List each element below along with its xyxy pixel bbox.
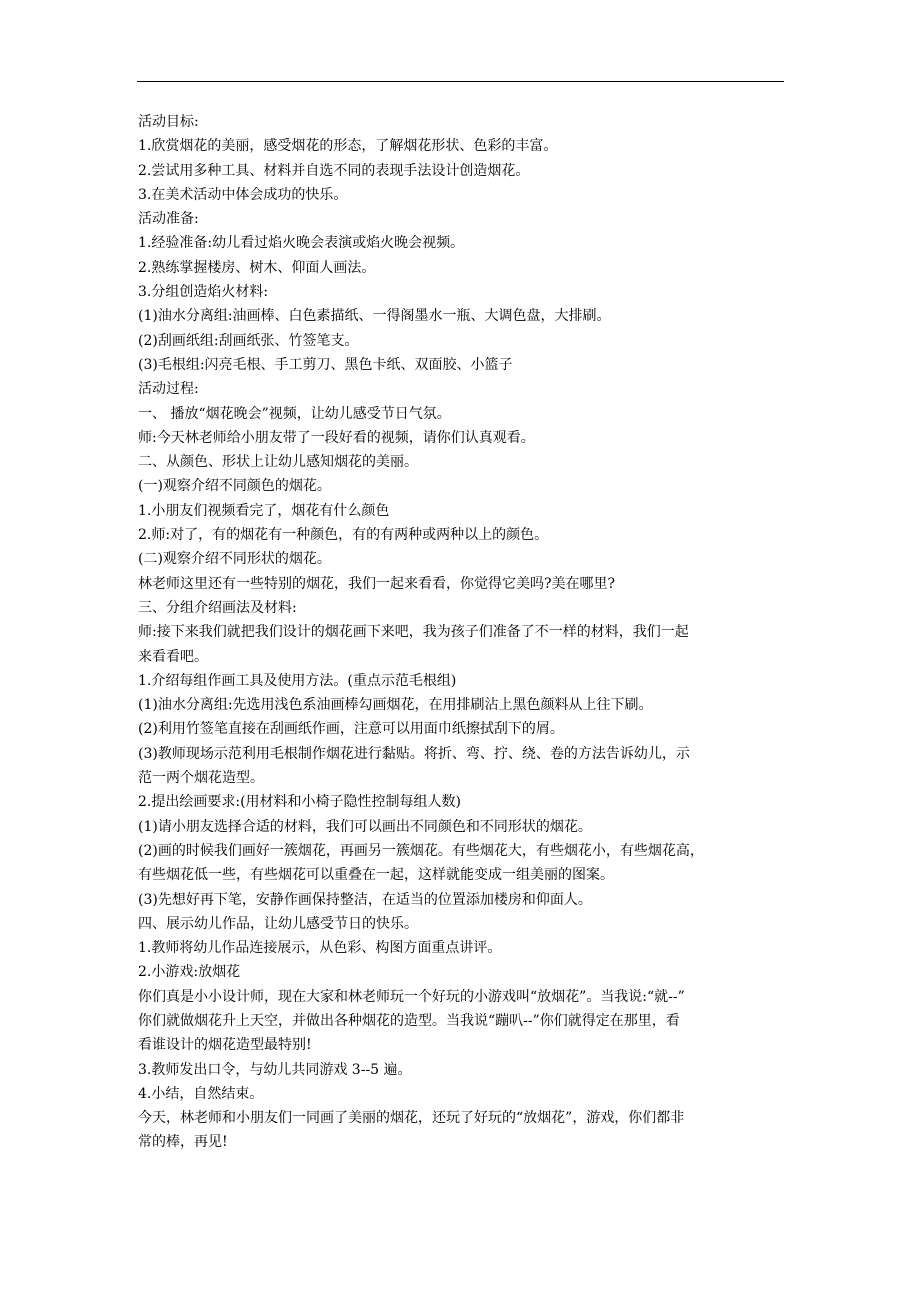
text-line: 2.提出绘画要求:(用材料和小椅子隐性控制每组人数) xyxy=(138,794,461,811)
text-line: 2.熟练掌握楼房、树木、仰面人画法。 xyxy=(138,259,376,276)
text-line: (3)先想好再下笔，安静作画保持整洁，在适当的位置添加楼房和仰面人。 xyxy=(138,891,592,908)
text-line: 来看看吧。 xyxy=(138,648,208,665)
text-line: (3)毛根组:闪亮毛根、手工剪刀、黑色卡纸、双面胶、小篮子 xyxy=(138,356,513,373)
text-line: 二、从颜色、形状上让幼儿感知烟花的美丽。 xyxy=(138,454,418,471)
text-line: 2.尝试用多种工具、材料并自选不同的表现手法设计创造烟花。 xyxy=(138,162,530,179)
text-line: 常的棒，再见! xyxy=(138,1134,228,1151)
text-line: 林老师这里还有一些特别的烟花，我们一起来看看，你觉得它美吗?美在哪里? xyxy=(138,575,616,592)
text-line: (3)教师现场示范利用毛根制作烟花进行黏贴。将折、弯、拧、绕、卷的方法告诉幼儿，示 xyxy=(138,745,690,762)
text-line: (2)刮画纸组:刮画纸张、竹签笔支。 xyxy=(138,332,359,349)
text-line: (2)利用竹签笔直接在刮画纸作画，注意可以用面巾纸擦拭刮下的屑。 xyxy=(138,721,564,738)
text-line: 活动目标: xyxy=(138,114,199,130)
text-line: 3.教师发出口令，与幼儿共同游戏 3--5 遍。 xyxy=(138,1061,412,1078)
text-line: 今天，林老师和小朋友们一同画了美丽的烟花，还玩了好玩的“放烟花”，游戏，你们都非 xyxy=(138,1110,685,1127)
text-line: 1.欣赏烟花的美丽，感受烟花的形态，了解烟花形状、色彩的丰富。 xyxy=(138,138,558,155)
text-line: 你们就做烟花升上天空，并做出各种烟花的造型。当我说“蹦叭--”你们就得定在那里，看 xyxy=(138,1012,680,1029)
text-line: 2.师:对了，有的烟花有一种颜色，有的有两种或两种以上的颜色。 xyxy=(138,527,549,544)
text-line: (2)画的时候我们画好一簇烟花，再画另一簇烟花。有些烟花大，有些烟花小，有些烟花高， xyxy=(138,842,704,859)
text-line: 1.经验准备:幼儿看过焰火晚会表演或焰火晚会视频。 xyxy=(138,235,465,252)
text-line: 三、分组介绍画法及材料: xyxy=(138,599,297,616)
text-line: 师:接下来我们就把我们设计的烟花画下来吧，我为孩子们准备了不一样的材料，我们一起 xyxy=(138,624,689,641)
text-line: 活动过程: xyxy=(138,381,199,398)
document-body xyxy=(138,110,788,1155)
text-line: 1.介绍每组作画工具及使用方法。(重点示范毛根组) xyxy=(138,672,457,689)
text-line: 四、展示幼儿作品，让幼儿感受节日的快乐。 xyxy=(138,915,418,932)
text-line: (二)观察介绍不同形状的烟花。 xyxy=(138,551,331,568)
text-line: 范一两个烟花造型。 xyxy=(138,770,264,787)
text-line: (一)观察介绍不同颜色的烟花。 xyxy=(138,478,331,495)
text-line: 1.小朋友们视频看完了，烟花有什么颜色 xyxy=(138,502,390,519)
text-line: (1)油水分离组:先选用浅色系油画棒勾画烟花，在用排刷沾上黑色颜料从上往下刷。 xyxy=(138,697,653,714)
text-line: 你们真是小小设计师，现在大家和林老师玩一个好玩的小游戏叫“放烟花”。当我说:“就--” xyxy=(138,988,685,1005)
text-line: (1)请小朋友选择合适的材料，我们可以画出不同颜色和不同形状的烟花。 xyxy=(138,818,592,835)
text-line: 有些烟花低一些，有些烟花可以重叠在一起，这样就能变成一组美丽的图案。 xyxy=(138,867,614,884)
text-line: 1.教师将幼儿作品连接展示，从色彩、构图方面重点讲评。 xyxy=(138,940,502,957)
text-line: 4.小结，自然结束。 xyxy=(138,1085,264,1102)
text-line: 3.分组创造焰火材料: xyxy=(138,284,269,301)
text-line: (1)油水分离组:油画棒、白色素描纸、一得阁墨水一瓶、大调色盘，大排刷。 xyxy=(138,308,611,325)
header-rule xyxy=(137,81,784,82)
text-line: 3.在美术活动中体会成功的快乐。 xyxy=(138,186,348,203)
text-line: 师:今天林老师给小朋友带了一段好看的视频，请你们认真观看。 xyxy=(138,429,535,446)
text-line: 一、 播放“烟花晚会”视频，让幼儿感受节日气氛。 xyxy=(138,405,451,422)
text-line: 看谁设计的烟花造型最特别! xyxy=(138,1037,312,1054)
text-line: 2.小游戏:放烟花 xyxy=(138,964,241,981)
text-line: 活动准备: xyxy=(138,211,199,228)
